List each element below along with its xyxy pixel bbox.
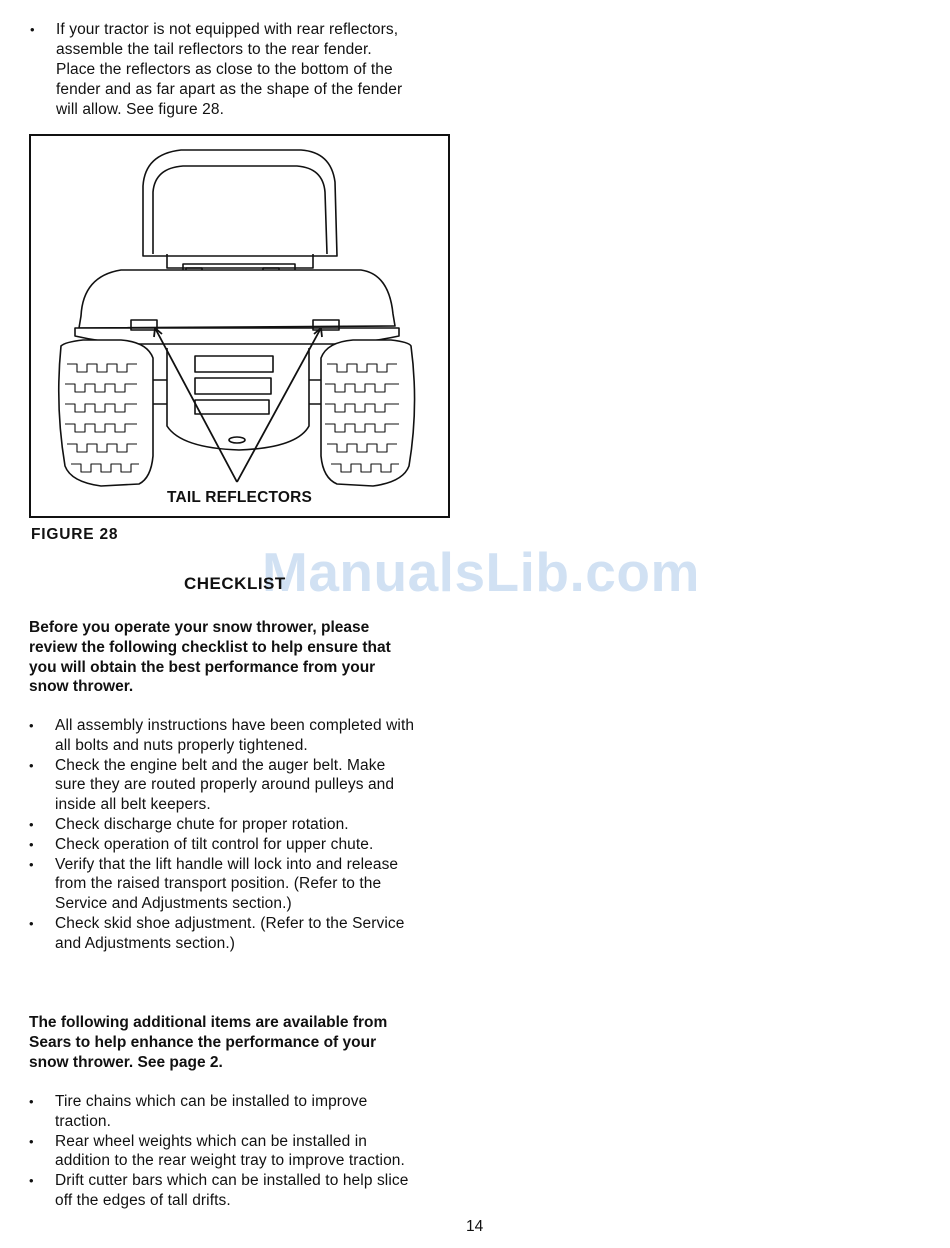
list-item-line: sure they are routed properly around pulleys and [55, 776, 395, 794]
intro-bullet-list [0, 20, 470, 120]
list-item-line: Check operation of tilt control for upper chute. [55, 835, 374, 853]
list-item-line: and Adjustments section.) [55, 934, 235, 952]
paragraph-line: review the following checklist to help ensure that [29, 638, 391, 656]
paragraph-line: you will obtain the best performance from your [29, 658, 376, 676]
list-item [0, 20, 470, 120]
paragraph-line: Before you operate your snow thrower, please [29, 619, 370, 636]
tail-reflectors-label: TAIL REFLECTORS [166, 489, 313, 506]
list-item-line: Drift cutter bars which can be installed to help slice [55, 1172, 409, 1190]
list-item-line: inside all belt keepers. [55, 796, 211, 814]
bullet-icon: • [29, 757, 34, 773]
bullet-icon: • [29, 1133, 34, 1149]
figure-28-illustration [29, 134, 450, 518]
bullet-icon: • [29, 1094, 34, 1109]
bullet-icon: • [29, 915, 34, 931]
bullet-icon: • [29, 816, 34, 832]
bullet-icon: • [29, 1173, 34, 1189]
list-item-line: Service and Adjustments section.) [55, 895, 292, 913]
list-item-line: All assembly instructions have been completed with [55, 717, 415, 734]
list-item-line: If your tractor is not equipped with rear reflectors, [56, 21, 399, 38]
list-item-line: Check discharge chute for proper rotation. [55, 815, 349, 833]
list-item-line: traction. [55, 1112, 112, 1130]
bullet-icon: • [29, 856, 34, 872]
section-heading-checklist: CHECKLIST [184, 574, 286, 593]
list-item-line: Rear wheel weights which can be installed in [55, 1132, 367, 1150]
list-item-line: off the edges of tall drifts. [55, 1191, 231, 1209]
bullet-icon: • [29, 836, 34, 852]
additional-items-paragraph [29, 1013, 459, 1072]
page-number: 14 [466, 1218, 484, 1235]
additional-items-bullet-list [0, 1092, 470, 1211]
list-item [0, 835, 470, 855]
tractor-rear-view-drawing [31, 136, 448, 516]
list-item [0, 716, 470, 756]
bullet-icon: • [29, 718, 34, 733]
list-item [0, 914, 470, 954]
list-item [0, 1132, 470, 1172]
list-item [0, 756, 470, 815]
list-item-line: Verify that the lift handle will lock into and release [55, 855, 399, 873]
list-item-line: fender and as far apart as the shape of the fender [56, 81, 403, 98]
paragraph-line: snow thrower. [29, 678, 134, 696]
checklist-intro-paragraph [29, 618, 459, 697]
list-item-line: Place the reflectors as close to the bottom of the [56, 61, 393, 78]
list-item [0, 815, 470, 835]
watermark: ManualsLib.com [262, 541, 700, 603]
list-item [0, 855, 470, 914]
paragraph-line: snow thrower. See page 2. [29, 1053, 223, 1071]
list-item-line: will allow. See figure 28. [56, 101, 225, 118]
list-item-line: assemble the tail reflectors to the rear fender. [56, 41, 372, 58]
paragraph-line: The following additional items are available from [29, 1014, 388, 1031]
bullet-icon: • [30, 22, 35, 37]
list-item-line: all bolts and nuts properly tightened. [55, 736, 308, 754]
list-item-line: from the raised transport position. (Refer to the [55, 875, 382, 893]
list-item [0, 1171, 470, 1211]
checklist-bullet-list [0, 716, 470, 954]
list-item-line: Tire chains which can be installed to improve [55, 1093, 368, 1110]
list-item-line: addition to the rear weight tray to improve traction. [55, 1152, 405, 1170]
paragraph-line: Sears to help enhance the performance of your [29, 1033, 377, 1051]
list-item-line: Check skid shoe adjustment. (Refer to the Service [55, 914, 405, 932]
figure-caption: FIGURE 28 [31, 526, 119, 543]
list-item-line: Check the engine belt and the auger belt. Make [55, 756, 386, 774]
list-item [0, 1092, 470, 1132]
